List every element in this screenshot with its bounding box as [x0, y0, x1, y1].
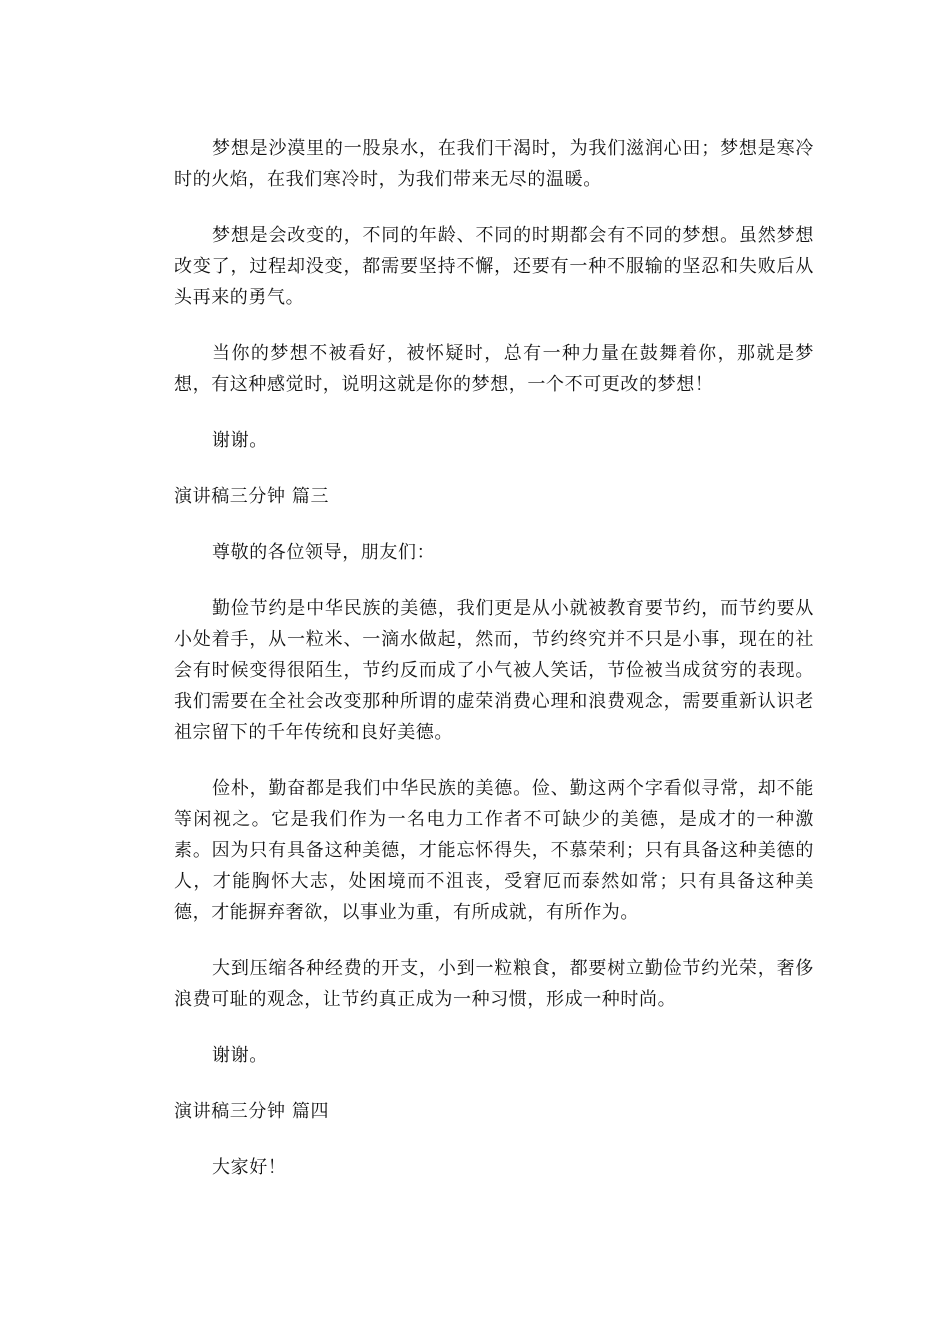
- paragraph: 勤俭节约是中华民族的美德，我们更是从小就被教育要节约，而节约要从小处着手，从一粒米、一滴水做起，然而，节约终究并不只是小事，现在的社会有时候变得很陌生，节约反而成了小气被人笑话，节俭被当成贫穷的表现。我们需要在全社会改变那种所谓的虚荣消费心理和浪费观念，需要重新认识老祖宗留下的千年传统和良好美德。: [174, 598, 814, 743]
- closing-thanks: 谢谢。: [212, 1045, 268, 1066]
- paragraph: 梦想是会改变的，不同的年龄、不同的时期都会有不同的梦想。虽然梦想改变了，过程却没变，都需要坚持不懈，还要有一种不服输的坚忍和失败后从头再来的勇气。: [174, 225, 814, 308]
- paragraph: 当你的梦想不被看好，被怀疑时，总有一种力量在鼓舞着你，那就是梦想，有这种感觉时，说明这就是你的梦想，一个不可更改的梦想！: [174, 343, 814, 395]
- paragraph: 梦想是沙漠里的一股泉水，在我们干渴时，为我们滋润心田；梦想是寒冷时的火焰，在我们寒冷时，为我们带来无尽的温暖。: [174, 138, 814, 190]
- salutation: 尊敬的各位领导，朋友们：: [212, 542, 436, 563]
- closing-thanks: 谢谢。: [212, 430, 268, 451]
- section-heading: 演讲稿三分钟 篇三: [174, 486, 330, 507]
- document-body: [174, 133, 814, 1208]
- paragraph: 大到压缩各种经费的开支，小到一粒粮食，都要树立勤俭节约光荣，奢侈浪费可耻的观念，让节约真正成为一种习惯，形成一种时尚。: [174, 958, 814, 1010]
- section-heading: 演讲稿三分钟 篇四: [174, 1101, 330, 1122]
- paragraph: 俭朴，勤奋都是我们中华民族的美德。俭、勤这两个字看似寻常，却不能等闲视之。它是我们作为一名电力工作者不可缺少的美德，是成才的一种激素。因为只有具备这种美德，才能忘怀得失，不慕荣利；只有具备这种美德的人，才能胸怀大志，处困境而不沮丧，受窘厄而泰然如常；只有具备这种美德，才能摒弃奢欲，以事业为重，有所成就，有所作为。: [174, 778, 814, 923]
- greeting: 大家好！: [212, 1157, 287, 1178]
